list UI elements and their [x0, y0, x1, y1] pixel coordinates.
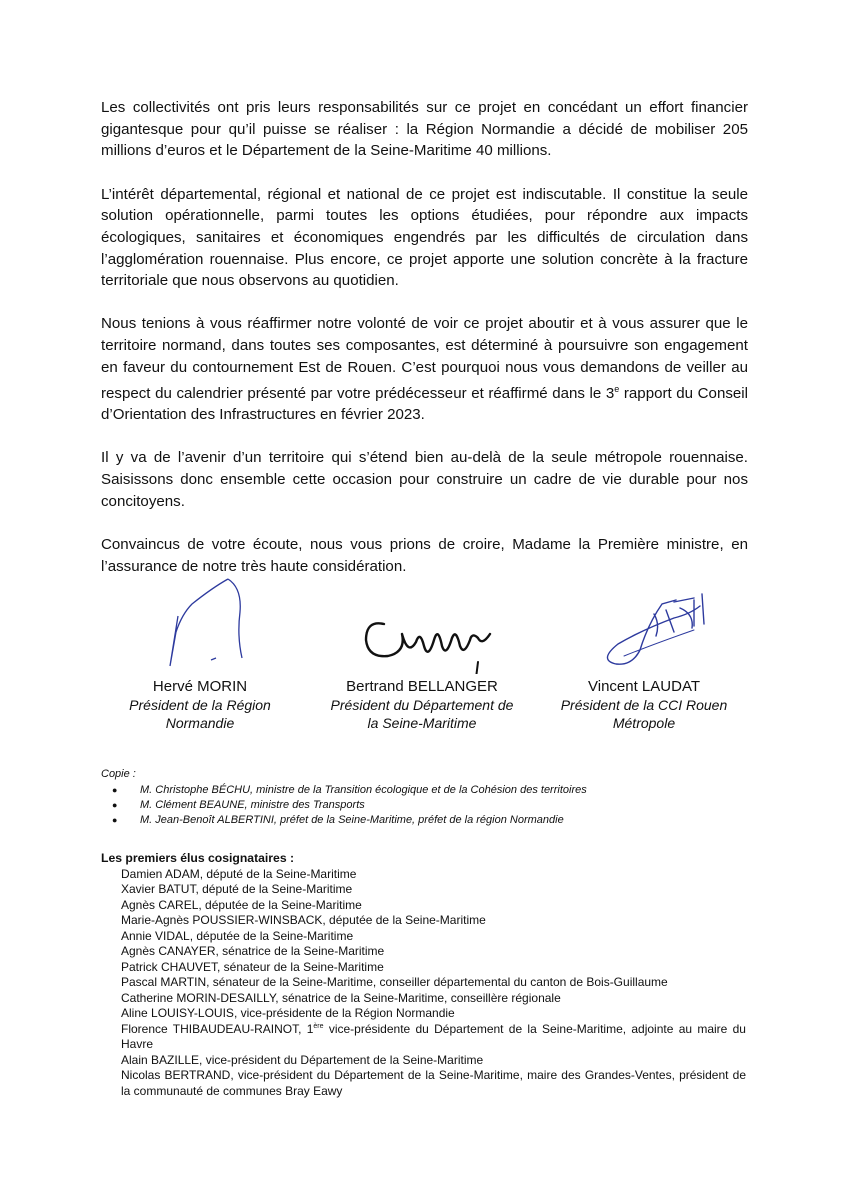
bullet-icon: ● — [112, 815, 118, 825]
copy-list — [101, 783, 751, 828]
list-item: Marie-Agnès POUSSIER-WINSBACK, députée de la Seine-Maritime — [121, 913, 486, 927]
signatory-name: Bertrand BELLANGER — [346, 678, 498, 695]
paragraph-commitment-end: rapport du Conseil d’Orientation des Infrastructures en février 2023. — [101, 384, 748, 424]
list-item: Aline LOUISY-LOUIS, vice-présidente de la Région Normandie — [121, 1006, 455, 1020]
list-item: Pascal MARTIN, sénateur de la Seine-Maritime, conseiller départemental du canton de Bois-Guillaume — [121, 975, 668, 989]
signatory-bellanger — [322, 574, 522, 732]
cosignatories-title: Les premiers élus cosignataires : — [101, 851, 295, 865]
list-item — [101, 1022, 746, 1053]
signatory-name: Vincent LAUDAT — [588, 678, 700, 695]
copy-label: Copie : — [101, 768, 136, 780]
signatory-role: Président de la CCI Rouen — [560, 697, 728, 713]
copy-recipient: M. Jean-Benoît ALBERTINI, préfet de la Seine-Maritime, préfet de la région Normandie — [140, 814, 564, 826]
paragraph-funding: Les collectivités ont pris leurs responsabilités sur ce projet en concédant un effort financier gigantesque pour qu’il puisse se réaliser : la Région Normandie a décidé de mobiliser 205 millions d’euros et le Département de la Seine-Maritime 40 millions. — [101, 99, 748, 160]
signatory-role-continued: la Seine-Maritime — [367, 715, 477, 731]
list-item: Nicolas BERTRAND, vice-président du Département de la Seine-Maritime, maire des Grandes-Ventes, président de la communauté de communes Bray Eawy — [121, 1068, 746, 1098]
paragraph-interest: L’intérêt départemental, régional et national de ce projet est indiscutable. Il constitue la seule solution opérationnelle, parmi toutes les options étudiées, pour répondre aux impacts écologiques, sanitaires et économiques engendrés par les difficultés de circulation dans l’agglomération rouennaise. Plus encore, ce projet apporte une solution concrète à la fracture territoriale que nous observons au quotidien. — [101, 185, 748, 290]
bullet-icon: ● — [112, 800, 118, 810]
list-item: Annie VIDAL, députée de la Seine-Maritime — [121, 928, 354, 943]
copy-recipient: M. Clément BEAUNE, ministre des Transports — [140, 799, 365, 811]
paragraph-commitment — [101, 313, 748, 426]
ordinal-superscript: ère — [313, 1022, 324, 1030]
signatory-role-continued: Normandie — [165, 715, 235, 731]
cosignatory-text: Florence THIBAUDEAU-RAINOT, 1 — [121, 1021, 314, 1036]
signatory-morin — [100, 574, 300, 732]
list-item: Xavier BATUT, député de la Seine-Maritime — [121, 882, 353, 896]
list-item: Damien ADAM, député de la Seine-Maritime — [121, 866, 357, 881]
paragraph-commitment-text: Nous tenions à vous réaffirmer notre volonté de voir ce projet aboutir et à vous assurer que le territoire normand, dans toutes ses composantes, est déterminé à poursuivre son engagement en faveur du contournement Est de Rouen. C’est pourquoi nous vous demandons de veiller au respect du calendrier présenté par votre prédécesseur et réaffirmé dans le 3 — [101, 315, 748, 402]
cosignatory-text-end: vice-présidente du Département de la Seine-Maritime, adjointe au maire du Havre — [121, 1021, 746, 1051]
list-item: Alain BAZILLE, vice-président du Département de la Seine-Maritime — [121, 1052, 484, 1067]
list-item: Agnès CANAYER, sénatrice de la Seine-Maritime — [121, 944, 385, 958]
signatory-role-continued: Métropole — [612, 715, 676, 731]
list-item: Agnès CAREL, députée de la Seine-Maritime — [121, 897, 362, 912]
signature-block — [100, 574, 750, 744]
list-item — [101, 813, 751, 828]
list-item — [101, 783, 751, 798]
ordinal-superscript: e — [614, 383, 620, 394]
signature-bellanger-image — [322, 574, 522, 674]
copy-recipients — [101, 767, 751, 828]
signature-morin-image — [100, 574, 300, 674]
letter-body — [101, 97, 748, 599]
copy-recipient: M. Christophe BÉCHU, ministre de la Transition écologique et de la Cohésion des territoires — [140, 784, 587, 796]
signatory-laudat — [544, 574, 744, 732]
signature-laudat-image — [544, 574, 744, 674]
list-item: Catherine MORIN-DESAILLY, sénatrice de la Seine-Maritime, conseillère régionale — [121, 990, 561, 1005]
cosignatories-section — [101, 851, 746, 1099]
list-item: Patrick CHAUVET, sénateur de la Seine-Maritime — [121, 959, 384, 974]
cosignatories-list — [101, 867, 746, 1100]
list-item — [101, 798, 751, 813]
paragraph-closing: Convaincus de votre écoute, nous vous prions de croire, Madame la Première ministre, en l’assurance de notre très haute considération. — [101, 535, 748, 575]
signatory-name: Hervé MORIN — [152, 678, 248, 695]
paragraph-future: Il y va de l’avenir d’un territoire qui s’étend bien au-delà de la seule métropole rouennaise. Saisissons donc ensemble cette occasion pour construire un cadre de vie durable pour nos concitoyens. — [101, 449, 748, 510]
signatory-role: Président de la Région — [129, 697, 271, 713]
signatory-role: Président du Département de — [330, 697, 514, 713]
bullet-icon: ● — [112, 785, 118, 795]
